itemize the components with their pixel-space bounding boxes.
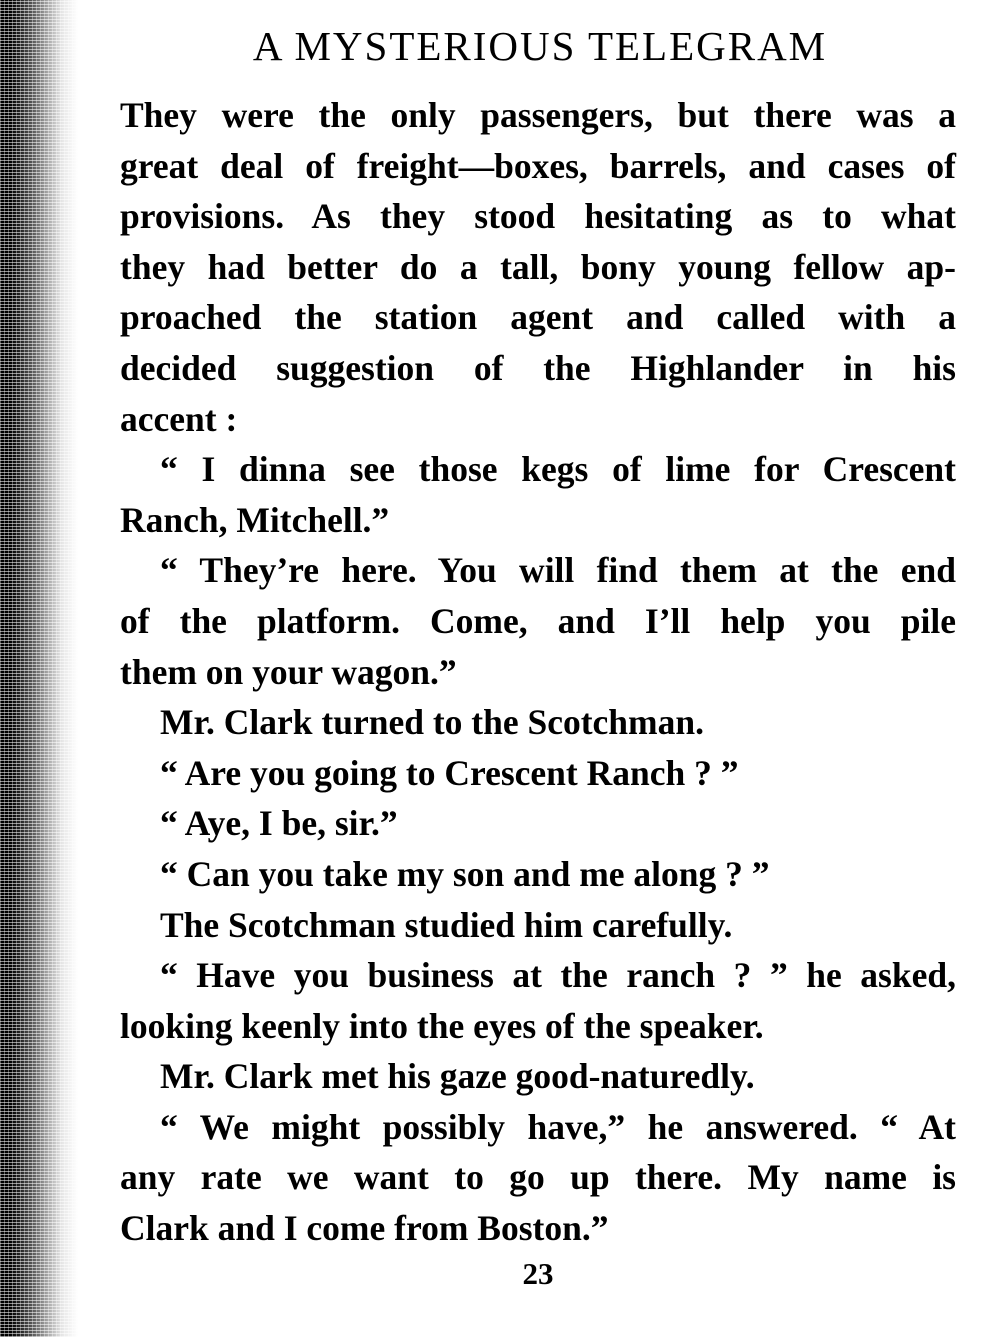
text-line: of the platform. Come, and I’ll help you pile	[120, 600, 956, 641]
text-line: provisions. As they stood hesitating as to what	[120, 196, 956, 237]
text-line: “ Are you going to Crescent Ranch ? ”	[160, 752, 739, 793]
text-line: “ Have you business at the ranch ? ” he asked,	[160, 955, 956, 996]
book-spine-shadow	[0, 0, 78, 1337]
text-line: proached the station agent and called with a	[120, 297, 956, 338]
text-line: accent :	[120, 398, 238, 439]
text-line: them on your wagon.”	[120, 651, 457, 692]
text-line: “ I dinna see those kegs of lime for Crescent	[160, 449, 956, 490]
text-line: Mr. Clark turned to the Scotchman.	[160, 702, 704, 743]
text-line: decided suggestion of the Highlander in his	[120, 347, 956, 388]
text-line: any rate we want to go up there. My name is	[120, 1157, 956, 1198]
text-line: “ Can you take my son and me along ? ”	[160, 853, 770, 894]
text-line: Clark and I come from Boston.”	[120, 1208, 609, 1249]
text-line: they had better do a tall, bony young fellow ap-	[120, 246, 956, 287]
text-line: Ranch, Mitchell.”	[120, 499, 390, 540]
page-number: 23	[522, 1256, 554, 1291]
text-line: They were the only passengers, but there was a	[120, 95, 956, 135]
text-line: great deal of freight—boxes, barrels, and cases of	[120, 145, 956, 186]
text-line: “ Aye, I be, sir.”	[160, 803, 398, 844]
text-line: Mr. Clark met his gaze good-naturedly.	[160, 1056, 755, 1097]
text-line: “ We might possibly have,” he answered. “ At	[160, 1106, 956, 1147]
text-line: The Scotchman studied him carefully.	[160, 904, 733, 945]
text-line: “ They’re here. You will find them at the end	[160, 550, 956, 591]
running-title: A MYSTERIOUS TELEGRAM	[252, 23, 828, 69]
body-text	[120, 90, 956, 1254]
text-line: looking keenly into the eyes of the speaker.	[120, 1005, 764, 1046]
